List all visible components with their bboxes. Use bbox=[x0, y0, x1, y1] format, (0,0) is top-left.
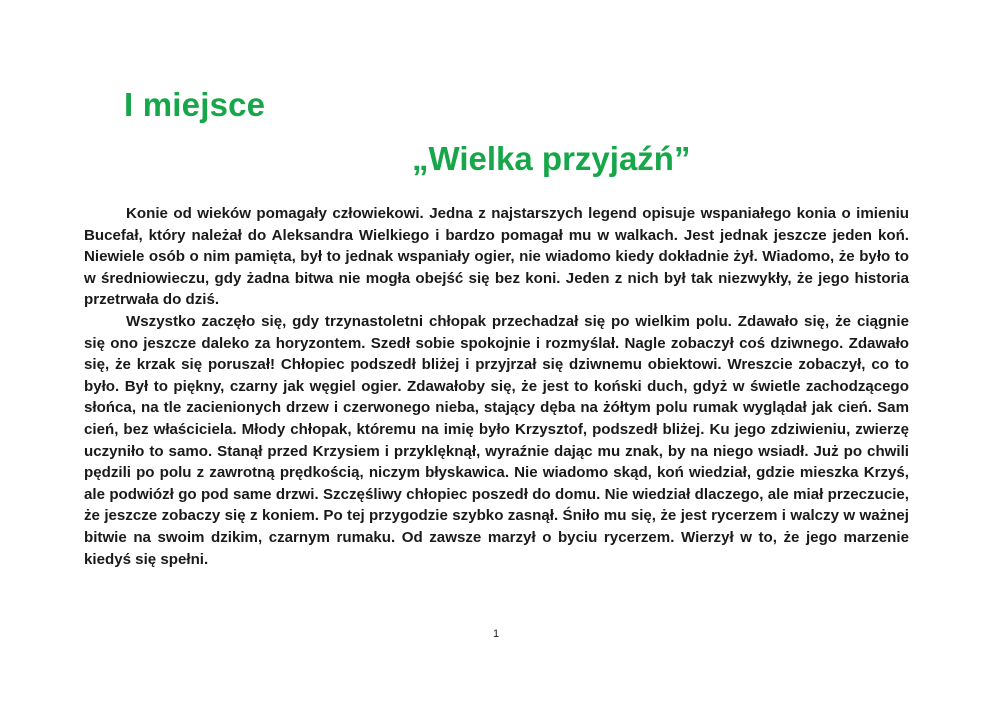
place-heading: I miejsce bbox=[124, 86, 266, 123]
paragraph-2: Wszystko zaczęło się, gdy trzynastoletni chłopak przechadzał się po wielkim polu. Zdawało się, że ciągnie się ono jeszcze daleko za horyzontem. Szedł sobie spokojnie i rozmyślał. Nagle zobaczył coś dziwnego. Zdawało się, że krzak się poruszał! Chłopiec podszedł bliżej i przyjrzał się dziwnemu obiektowi. Wreszcie zobaczył, co to było. Był to piękny, czarny jak węgiel ogier. Zdawałoby się, że jest to koński duch, gdyż w świetle zachodzącego słońca, na tle zacienionych drzew i czerwonego nieba, stający dęba na żółtym polu rumak wyglądał jak cień. Sam cień, bez właściciela. Młody chłopak, któremu na imię było Krzysztof, podszedł bliżej. Ku jego zdziwieniu, zwierzę uczyniło to samo. Stanął przed Krzysiem i przyklęknął, wyraźnie dając mu znak, by na niego wsiadł. Już po chwili pędzili po polu z zawrotną prędkością, niczym błyskawica. Nie wiadomo skąd, koń wiedział, gdzie mieszka Krzyś, ale podwiózł go pod same drzwi. Szczęśliwy chłopiec poszedł do domu. Nie wiedział dlaczego, ale miał przeczucie, że jeszcze zobaczy się z koniem. Po tej przygodzie szybko zasnął. Śniło mu się, że jest rycerzem i walczy w ważnej bitwie na swoim dzikim, czarnym rumaku. Od zawsze marzył o byciu rycerzem. Wierzył w to, że jego marzenie kiedyś się spełni. bbox=[84, 312, 909, 568]
paragraph-1: Konie od wieków pomagały człowiekowi. Jedna z najstarszych legend opisuje wspaniałego konia o imieniu Bucefał, który należał do Aleksandra Wielkiego i bardzo pomagał mu w walkach. Jest jednak jeszcze jeden koń. Niewiele osób o nim pamięta, był to jednak wspaniały ogier, nie wiadomo kiedy dokładnie żył. Wiadomo, że było to w średniowieczu, gdy żadna bitwa nie mogła obejść się bez koni. Jeden z nich był tak niezwykły, że jego historia przetrwała do dziś. bbox=[84, 205, 909, 309]
story-title: „Wielka przyjaźń” bbox=[412, 140, 691, 177]
page-number: 1 bbox=[492, 628, 500, 640]
story-body bbox=[84, 203, 909, 570]
